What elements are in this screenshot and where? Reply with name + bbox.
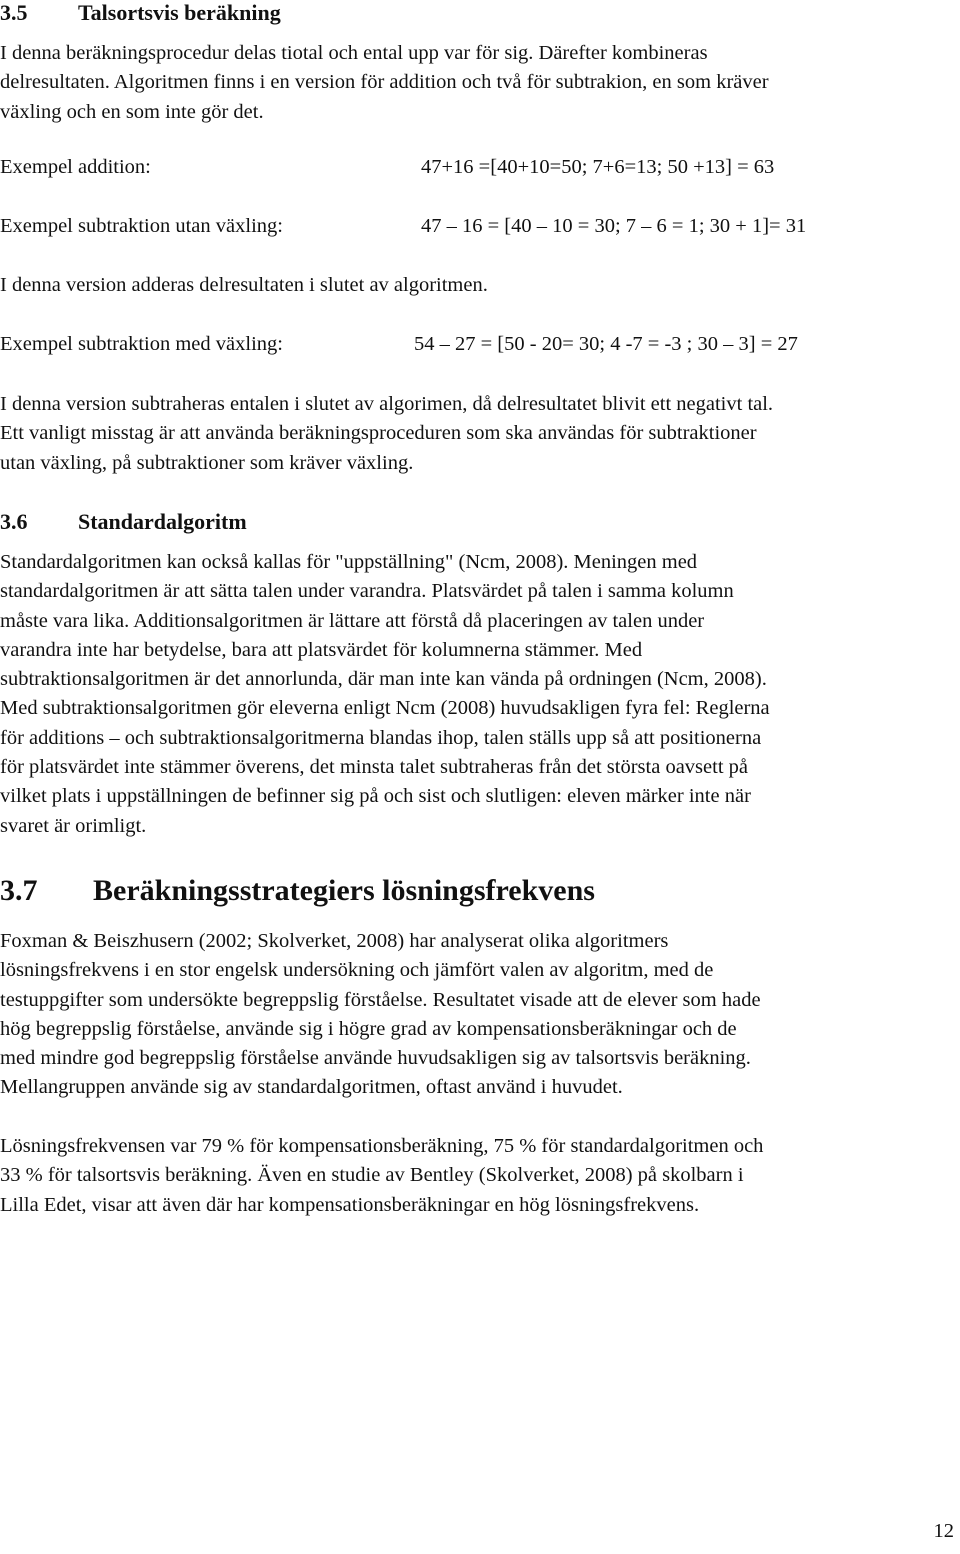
- section-3-6-heading: [0, 509, 247, 535]
- paragraph-line: växling och en som inte gör det.: [0, 100, 264, 123]
- paragraph-line: I denna beräkningsprocedur delas tiotal och ental upp var för sig. Därefter kombineras: [0, 42, 708, 64]
- paragraph-line: svaret är orimligt.: [0, 814, 147, 837]
- page-number: 12: [933, 1520, 954, 1542]
- section-3-7-heading: [0, 874, 595, 908]
- section-number: 3.7: [0, 874, 38, 907]
- paragraph-line: I denna version subtraheras entalen i slutet av algorimen, då delresultatet blivit ett negativt tal.: [0, 393, 774, 415]
- note-addition-at-end: I denna version adderas delresultaten i slutet av algoritmen.: [0, 274, 488, 296]
- paragraph-line: Lösningsfrekvensen var 79 % för kompensationsberäkning, 75 % för standardalgoritmen och: [0, 1135, 764, 1157]
- paragraph-line: för additions – och subtraktionsalgoritmerna blandas ihop, talen ställs upp så att positionerna: [0, 726, 762, 749]
- section-3-5-heading: [0, 0, 281, 26]
- paragraph-line: subtraktionsalgoritmen är det annorlunda, där man inte kan vända på ordningen (Ncm, 2008).: [0, 668, 767, 691]
- example-addition-label: Exempel addition:: [0, 156, 151, 178]
- example-subtraction-exchange-formula: 54 – 27 = [50 - 20= 30; 4 -7 = -3 ; 30 – 3] = 27: [414, 333, 798, 355]
- section-title: Standardalgoritm: [78, 509, 247, 534]
- paragraph-line: Mellangruppen använde sig av standardalgoritmen, oftast använd i huvudet.: [0, 1076, 623, 1099]
- section-3-7-paragraph-2: [0, 1132, 960, 1220]
- section-3-7-paragraph-1: [0, 927, 960, 1103]
- paragraph-line: Standardalgoritmen kan också kallas för "uppställning" (Ncm, 2008). Meningen med: [0, 551, 698, 573]
- section-number: 3.6: [0, 509, 28, 534]
- section-title: Talsortsvis beräkning: [78, 0, 281, 25]
- paragraph-line: Lilla Edet, visar att även där har kompensationsberäkningar en hög lösningsfrekvens.: [0, 1193, 700, 1216]
- paragraph-line: Ett vanligt misstag är att använda beräkningsproceduren som ska användas för subtraktioner: [0, 422, 757, 445]
- section-3-6-body: [0, 548, 960, 841]
- paragraph-line: testuppgifter som undersökte begreppslig förståelse. Resultatet visade att de elever som hade: [0, 988, 761, 1011]
- paragraph-line: Foxman & Beiszhusern (2002; Skolverket, 2008) har analyserat olika algoritmers: [0, 930, 669, 952]
- section-3-5-note-2: [0, 390, 960, 478]
- example-subtraction-no-exchange-formula: 47 – 16 = [40 – 10 = 30; 7 – 6 = 1; 30 + 1]= 31: [421, 215, 807, 237]
- example-addition-formula: 47+16 =[40+10=50; 7+6=13; 50 +13] = 63: [421, 156, 775, 178]
- paragraph-line: 33 % för talsortsvis beräkning. Även en studie av Bentley (Skolverket, 2008) på skolbarn i: [0, 1164, 744, 1187]
- paragraph-line: standardalgoritmen är att sätta talen under varandra. Platsvärdet på talen i samma kolumn: [0, 580, 734, 603]
- example-subtraction-exchange-label: Exempel subtraktion med växling:: [0, 333, 283, 355]
- paragraph-line: med mindre god begreppslig förståelse använde huvudsakligen sig av talsortsvis beräkning.: [0, 1047, 751, 1070]
- paragraph-line: varandra inte har betydelse, bara att platsvärdet för kolumnerna stämmer. Med: [0, 638, 643, 661]
- paragraph-line: delresultaten. Algoritmen finns i en version för addition och två för subtrakion, en som kräver: [0, 71, 769, 94]
- section-title: Beräkningsstrategiers lösningsfrekvens: [93, 874, 595, 907]
- example-subtraction-no-exchange-label: Exempel subtraktion utan växling:: [0, 215, 283, 237]
- paragraph-line: hög begreppslig förståelse, använde sig i högre grad av kompensationsberäkningar och de: [0, 1017, 737, 1040]
- paragraph-line: Med subtraktionsalgoritmen gör eleverna enligt Ncm (2008) huvudsakligen fyra fel: Reglerna: [0, 697, 770, 720]
- section-3-5-intro: [0, 39, 960, 127]
- paragraph-line: vilket plats i uppställningen de befinner sig på och sist och slutligen: eleven märker inte när: [0, 785, 751, 808]
- paragraph-line: för platsvärdet inte stämmer överens, det minsta talet subtraheras från det största oavsett på: [0, 756, 748, 779]
- paragraph-line: utan växling, på subtraktioner som kräver växling.: [0, 451, 414, 474]
- paragraph-line: måste vara lika. Additionsalgoritmen är lättare att förstå då placeringen av talen under: [0, 609, 705, 632]
- paragraph-line: lösningsfrekvens i en stor engelsk undersökning och jämfört valen av algoritm, med de: [0, 959, 714, 982]
- section-number: 3.5: [0, 0, 28, 25]
